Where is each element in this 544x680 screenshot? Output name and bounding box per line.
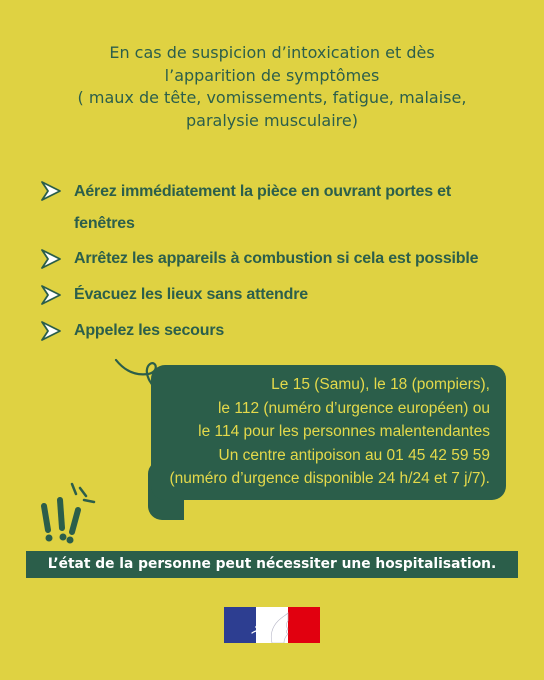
emergency-line: Un centre antipoison au 01 45 42 59 59 bbox=[218, 446, 490, 464]
intro-text bbox=[30, 42, 514, 132]
action-list bbox=[38, 176, 518, 352]
action-item bbox=[38, 244, 518, 274]
action-text: fenêtres bbox=[74, 215, 135, 232]
emergency-numbers-box bbox=[151, 365, 506, 500]
action-item bbox=[38, 280, 518, 310]
marianne-profile-icon bbox=[242, 607, 302, 643]
chevron-right-icon bbox=[38, 284, 64, 306]
emergency-line: le 112 (numéro d’urgence européen) ou bbox=[217, 399, 490, 417]
chevron-right-icon bbox=[38, 248, 64, 270]
chevron-right-icon bbox=[38, 180, 64, 202]
action-text: Évacuez les lieux sans attendre bbox=[74, 286, 308, 303]
intro-line: En cas de suspicion d’intoxication et dès bbox=[109, 43, 435, 62]
exclamation-marks-icon bbox=[38, 482, 104, 544]
intro-line: ( maux de tête, vomissements, fatigue, malaise, bbox=[77, 88, 467, 107]
chevron-right-icon bbox=[38, 320, 64, 342]
action-text: Aérez immédiatement la pièce en ouvrant portes et bbox=[74, 183, 451, 200]
action-text: Arrêtez les appareils à combustion si cela est possible bbox=[74, 250, 479, 267]
action-item bbox=[38, 316, 518, 346]
emergency-line: le 114 pour les personnes malentendantes bbox=[198, 423, 490, 440]
action-text: Appelez les secours bbox=[74, 322, 225, 339]
french-republic-flag-logo bbox=[224, 607, 320, 643]
intro-line: paralysie musculaire) bbox=[186, 110, 358, 130]
action-item bbox=[38, 176, 518, 240]
emergency-line: (numéro d’urgence disponible 24 h/24 et 7 j/7). bbox=[169, 470, 490, 487]
emergency-line: Le 15 (Samu), le 18 (pompiers), bbox=[271, 376, 490, 393]
intro-line: l’apparition de symptômes bbox=[164, 65, 380, 85]
hospitalisation-warning-banner: L’état de la personne peut nécessiter une hospitalisation. bbox=[26, 551, 518, 578]
